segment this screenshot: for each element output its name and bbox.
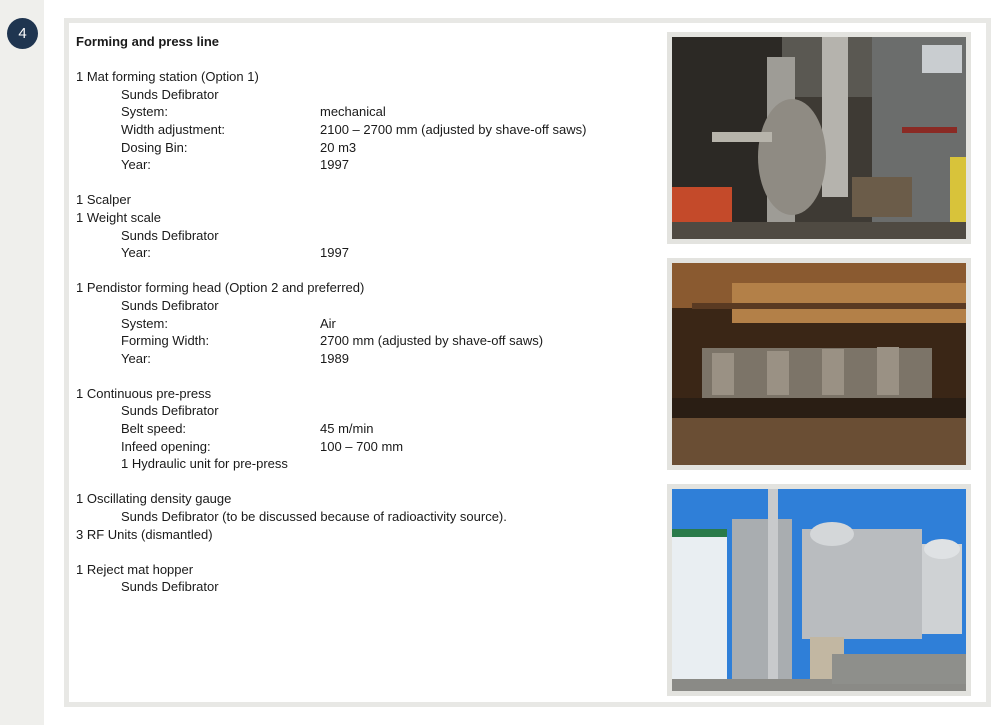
item-line <box>76 578 656 596</box>
equipment-block-mat-forming <box>76 68 656 174</box>
item-title: 1 Weight scale <box>76 209 162 225</box>
item-line <box>76 508 656 526</box>
item-title: 3 RF Units (dismantled) <box>76 526 213 542</box>
line-label: System: <box>121 315 168 331</box>
line-label: Sunds Defibrator <box>121 579 219 595</box>
plant-exterior-image <box>672 489 966 691</box>
page-number-badge: 4 <box>7 18 38 49</box>
equipment-block-pre-press <box>76 385 656 473</box>
line-label: Sunds Defibrator <box>121 227 219 243</box>
left-margin-strip <box>0 0 44 725</box>
line-label: System: <box>121 104 168 120</box>
equipment-block-pendistor <box>76 279 656 367</box>
item-line <box>76 420 656 438</box>
photo-plant-exterior <box>667 484 971 696</box>
equipment-block-scalper <box>76 191 656 261</box>
item-title: 1 Mat forming station (Option 1) <box>76 69 259 85</box>
line-label: 1 Hydraulic unit for pre-press <box>121 456 288 472</box>
photo-forming-station <box>667 32 971 244</box>
line-label: Belt speed: <box>121 421 187 437</box>
item-title: 1 Continuous pre-press <box>76 385 212 401</box>
line-value: Air <box>320 315 336 331</box>
line-label: Forming Width: <box>121 333 210 349</box>
pre-press-image <box>672 263 966 465</box>
item-line <box>76 315 656 333</box>
line-value: 1989 <box>320 350 349 366</box>
item-line <box>76 244 656 262</box>
line-label: Width adjustment: <box>121 121 226 137</box>
line-value: 45 m/min <box>320 421 374 437</box>
item-line <box>76 350 656 368</box>
item-line <box>76 455 656 473</box>
item-line <box>76 402 656 420</box>
line-value: 1997 <box>320 157 349 173</box>
line-value: 2700 mm (adjusted by shave-off saws) <box>320 333 544 349</box>
item-title: 1 Oscillating density gauge <box>76 491 232 507</box>
line-label: Dosing Bin: <box>121 139 188 155</box>
item-title: 1 Scalper <box>76 192 131 208</box>
item-line <box>76 297 656 315</box>
section-heading: Forming and press line <box>76 34 220 49</box>
item-line <box>76 332 656 350</box>
photo-pre-press <box>667 258 971 470</box>
line-label: Sunds Defibrator <box>121 86 219 102</box>
content-panel <box>69 23 986 702</box>
line-label: Year: <box>121 350 151 366</box>
equipment-list <box>76 33 656 614</box>
line-label: Sunds Defibrator <box>121 403 219 419</box>
item-line <box>76 227 656 245</box>
line-label: Sunds Defibrator <box>121 297 219 313</box>
item-line <box>76 103 656 121</box>
line-value: mechanical <box>320 104 386 120</box>
item-line <box>76 156 656 174</box>
line-label: Year: <box>121 245 151 261</box>
equipment-block-reject-hopper <box>76 561 656 596</box>
item-title: 1 Pendistor forming head (Option 2 and preferred) <box>76 280 365 296</box>
forming-station-image <box>672 37 966 239</box>
item-line <box>76 139 656 157</box>
line-label: Infeed opening: <box>121 438 211 454</box>
line-value: 1997 <box>320 245 349 261</box>
line-value: 20 m3 <box>320 139 357 155</box>
line-label: Year: <box>121 157 151 173</box>
item-line <box>76 438 656 456</box>
item-line <box>76 86 656 104</box>
line-label: Sunds Defibrator (to be discussed because of radioactivity source). <box>121 509 507 525</box>
equipment-block-density-gauge <box>76 490 656 543</box>
line-value: 2100 – 2700 mm (adjusted by shave-off saws) <box>320 121 587 137</box>
content-frame <box>64 18 991 707</box>
item-line <box>76 121 656 139</box>
item-title: 1 Reject mat hopper <box>76 561 194 577</box>
line-value: 100 – 700 mm <box>320 438 404 454</box>
